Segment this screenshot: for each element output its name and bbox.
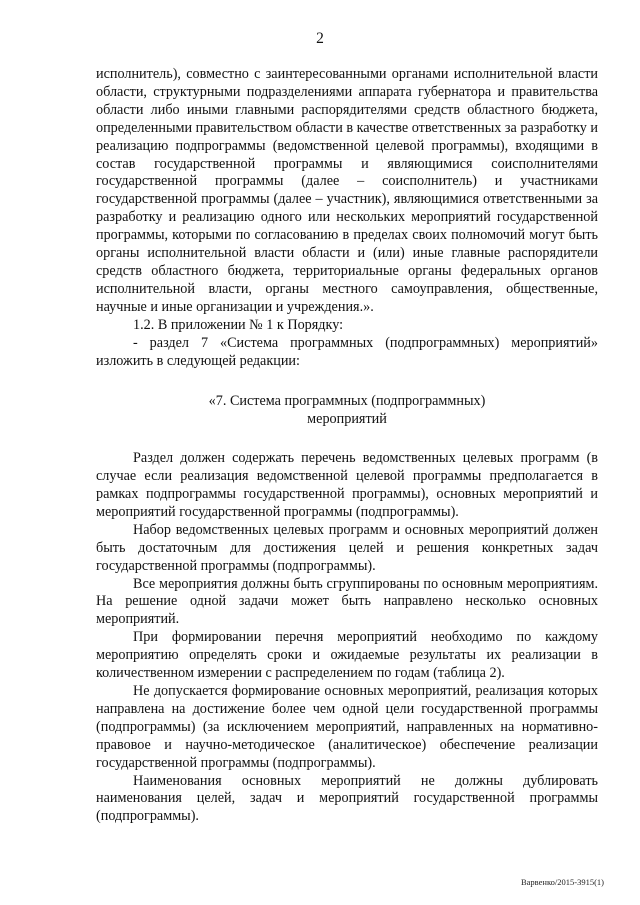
paragraph: Раздел должен содержать перечень ведомственных целевых программ (в случае если реализация ведомственной целевой программы предполагается в рамках подпрограммы государственной программы), основных мероприятий и мероприятий государственной программы (подпрограммы). (96, 450, 598, 520)
document-body (96, 66, 598, 826)
section-heading (96, 393, 598, 429)
paragraph: Наименования основных мероприятий не должны дублировать наименования целей, задач и мероприятий государственной программы (подпрограммы). (96, 772, 598, 825)
paragraph: Все мероприятия должны быть сгруппированы по основным мероприятиям. На решение одной задачи может быть направлено несколько основных мероприятий. (96, 575, 598, 628)
page-number: 2 (316, 30, 324, 47)
paragraph: Не допускается формирование основных мероприятий, реализация которых направлена на достижение более чем одной цели государственной программы (подпрограммы) (за исключением мероприятий, направленных на нормативно-правовое и научно-методическое (аналитическое) обеспечение реализации государственной программы (подпрограммы). (96, 683, 598, 771)
paragraph: Набор ведомственных целевых программ и основных мероприятий должен быть достаточным для достижения целей и решения конкретных задач государственной программы (подпрограммы). (96, 521, 598, 574)
paragraph-section-7-amendment: - раздел 7 «Система программных (подпрограммных) мероприятий» изложить в следующей редакции: (96, 334, 598, 369)
paragraph-item-1-2: 1.2. В приложении № 1 к Порядку: (133, 316, 344, 333)
section-heading-line-2: мероприятий (307, 411, 387, 428)
section-heading-line-1: «7. Система программных (подпрограммных) (208, 393, 486, 410)
footer-document-code: Варвенко/2015-3915(1) (520, 877, 604, 887)
paragraph: При формировании перечня мероприятий необходимо по каждому мероприятию определять сроки и ожидаемые результаты их реализации в количественном измерении с распределением по годам (таблица 2). (96, 629, 598, 682)
paragraph-continuation: исполнитель), совместно с заинтересованными органами исполнительной власти области, структурными подразделениями аппарата губернатора и правительства области либо иными главными распорядителями средств областного бюджета, определенными правительством области в качестве ответственных за разработку и реализацию подпрограммы (ведомственной целевой программы), входящими в состав государственной программы и являющимися соисполнителями государственной программы (далее – соисполнитель) и участниками государственной программы (далее – участник), являющимися ответственными за разработку и реализацию одного или нескольких мероприятий государственной программы, которыми по согласованию в пределах своих полномочий могут быть органы исполнительной власти области и (или) иные главные распорядители средств областного бюджета, территориальные органы федеральных органов исполнительной власти, органы местного самоуправления, общественные, научные и иные организации и учреждения.». (96, 66, 598, 315)
